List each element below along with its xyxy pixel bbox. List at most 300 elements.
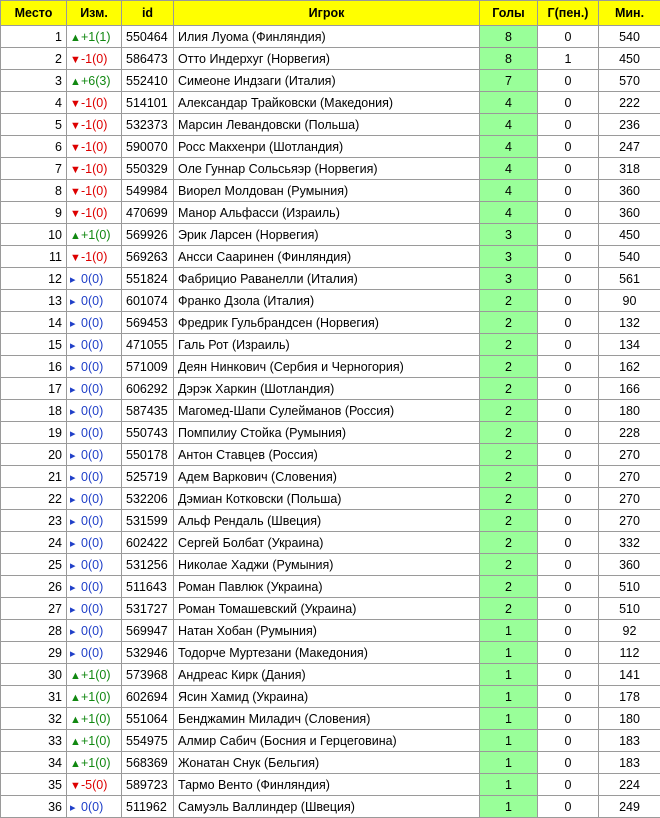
cell-penalty-goals[interactable]: 0 xyxy=(538,334,599,356)
cell-penalty-goals[interactable]: 0 xyxy=(538,202,599,224)
cell-player[interactable]: Илия Луома (Финляндия) xyxy=(174,26,480,48)
table-row[interactable] xyxy=(1,268,660,290)
cell-penalty-goals[interactable]: 0 xyxy=(538,378,599,400)
header-minutes[interactable]: Мин. xyxy=(599,1,660,26)
cell-place[interactable]: 7 xyxy=(1,158,67,180)
cell-goals[interactable]: 1 xyxy=(480,708,538,730)
cell-id[interactable]: 602694 xyxy=(122,686,174,708)
cell-change[interactable] xyxy=(67,268,122,290)
cell-penalty-goals[interactable]: 0 xyxy=(538,114,599,136)
cell-place[interactable]: 28 xyxy=(1,620,67,642)
cell-id[interactable]: 601074 xyxy=(122,290,174,312)
cell-place[interactable]: 2 xyxy=(1,48,67,70)
table-row[interactable] xyxy=(1,510,660,532)
cell-place[interactable]: 8 xyxy=(1,180,67,202)
cell-minutes[interactable]: 180 xyxy=(599,400,660,422)
cell-place[interactable]: 26 xyxy=(1,576,67,598)
cell-id[interactable]: 587435 xyxy=(122,400,174,422)
cell-player[interactable]: Росс Макхенри (Шотландия) xyxy=(174,136,480,158)
cell-penalty-goals[interactable]: 0 xyxy=(538,532,599,554)
cell-goals[interactable]: 2 xyxy=(480,554,538,576)
cell-player[interactable]: Алмир Сабич (Босния и Герцеговина) xyxy=(174,730,480,752)
cell-penalty-goals[interactable]: 0 xyxy=(538,686,599,708)
cell-change[interactable] xyxy=(67,26,122,48)
cell-id[interactable]: 531256 xyxy=(122,554,174,576)
cell-player[interactable]: Виорел Молдован (Румыния) xyxy=(174,180,480,202)
cell-place[interactable]: 9 xyxy=(1,202,67,224)
cell-minutes[interactable]: 510 xyxy=(599,598,660,620)
cell-change[interactable] xyxy=(67,224,122,246)
cell-place[interactable]: 29 xyxy=(1,642,67,664)
header-place[interactable]: Место xyxy=(1,1,67,26)
cell-penalty-goals[interactable]: 0 xyxy=(538,290,599,312)
cell-penalty-goals[interactable]: 0 xyxy=(538,730,599,752)
cell-player[interactable]: Адем Варкович (Словения) xyxy=(174,466,480,488)
cell-change[interactable] xyxy=(67,70,122,92)
table-row[interactable] xyxy=(1,686,660,708)
cell-goals[interactable]: 4 xyxy=(480,158,538,180)
header-id[interactable]: id xyxy=(122,1,174,26)
cell-place[interactable]: 19 xyxy=(1,422,67,444)
cell-player[interactable]: Андреас Кирк (Дания) xyxy=(174,664,480,686)
table-row[interactable] xyxy=(1,730,660,752)
cell-penalty-goals[interactable]: 0 xyxy=(538,224,599,246)
cell-id[interactable]: 606292 xyxy=(122,378,174,400)
cell-goals[interactable]: 4 xyxy=(480,202,538,224)
header-penalty-goals[interactable]: Г(пен.) xyxy=(538,1,599,26)
cell-minutes[interactable]: 450 xyxy=(599,224,660,246)
cell-id[interactable]: 531599 xyxy=(122,510,174,532)
cell-goals[interactable]: 2 xyxy=(480,400,538,422)
cell-minutes[interactable]: 318 xyxy=(599,158,660,180)
cell-place[interactable]: 12 xyxy=(1,268,67,290)
cell-goals[interactable]: 1 xyxy=(480,642,538,664)
cell-id[interactable]: 586473 xyxy=(122,48,174,70)
cell-place[interactable]: 25 xyxy=(1,554,67,576)
cell-penalty-goals[interactable]: 1 xyxy=(538,48,599,70)
cell-goals[interactable]: 4 xyxy=(480,92,538,114)
cell-goals[interactable]: 2 xyxy=(480,356,538,378)
cell-change[interactable] xyxy=(67,620,122,642)
cell-change[interactable] xyxy=(67,466,122,488)
cell-change[interactable] xyxy=(67,598,122,620)
header-goals[interactable]: Голы xyxy=(480,1,538,26)
cell-change[interactable] xyxy=(67,422,122,444)
cell-place[interactable]: 30 xyxy=(1,664,67,686)
table-row[interactable] xyxy=(1,290,660,312)
cell-goals[interactable]: 1 xyxy=(480,730,538,752)
cell-id[interactable]: 569453 xyxy=(122,312,174,334)
table-row[interactable] xyxy=(1,708,660,730)
cell-change[interactable] xyxy=(67,136,122,158)
cell-player[interactable]: Антон Ставцев (Россия) xyxy=(174,444,480,466)
cell-place[interactable]: 27 xyxy=(1,598,67,620)
cell-player[interactable]: Дэмиан Котковски (Польша) xyxy=(174,488,480,510)
cell-minutes[interactable]: 166 xyxy=(599,378,660,400)
cell-minutes[interactable]: 92 xyxy=(599,620,660,642)
cell-goals[interactable]: 2 xyxy=(480,510,538,532)
cell-player[interactable]: Фредрик Гульбрандсен (Норвегия) xyxy=(174,312,480,334)
cell-place[interactable]: 17 xyxy=(1,378,67,400)
table-row[interactable] xyxy=(1,444,660,466)
cell-goals[interactable]: 2 xyxy=(480,598,538,620)
cell-place[interactable]: 4 xyxy=(1,92,67,114)
header-player[interactable]: Игрок xyxy=(174,1,480,26)
cell-place[interactable]: 20 xyxy=(1,444,67,466)
cell-change[interactable] xyxy=(67,796,122,818)
cell-minutes[interactable]: 141 xyxy=(599,664,660,686)
cell-player[interactable]: Бенджамин Миладич (Словения) xyxy=(174,708,480,730)
cell-player[interactable]: Альф Рендаль (Швеция) xyxy=(174,510,480,532)
table-row[interactable] xyxy=(1,334,660,356)
cell-penalty-goals[interactable]: 0 xyxy=(538,752,599,774)
cell-id[interactable]: 589723 xyxy=(122,774,174,796)
cell-change[interactable] xyxy=(67,752,122,774)
table-row[interactable] xyxy=(1,488,660,510)
cell-id[interactable]: 532373 xyxy=(122,114,174,136)
cell-id[interactable]: 568369 xyxy=(122,752,174,774)
cell-place[interactable]: 13 xyxy=(1,290,67,312)
cell-goals[interactable]: 3 xyxy=(480,224,538,246)
cell-change[interactable] xyxy=(67,114,122,136)
cell-penalty-goals[interactable]: 0 xyxy=(538,708,599,730)
cell-penalty-goals[interactable]: 0 xyxy=(538,488,599,510)
cell-goals[interactable]: 2 xyxy=(480,444,538,466)
cell-penalty-goals[interactable]: 0 xyxy=(538,444,599,466)
cell-player[interactable]: Роман Томашевский (Украина) xyxy=(174,598,480,620)
cell-goals[interactable]: 1 xyxy=(480,752,538,774)
cell-change[interactable] xyxy=(67,92,122,114)
cell-minutes[interactable]: 360 xyxy=(599,202,660,224)
cell-minutes[interactable]: 360 xyxy=(599,554,660,576)
cell-player[interactable]: Самуэль Валлиндер (Швеция) xyxy=(174,796,480,818)
cell-minutes[interactable]: 570 xyxy=(599,70,660,92)
cell-goals[interactable]: 1 xyxy=(480,664,538,686)
cell-change[interactable] xyxy=(67,774,122,796)
cell-player[interactable]: Жонатан Снук (Бельгия) xyxy=(174,752,480,774)
cell-id[interactable]: 551824 xyxy=(122,268,174,290)
table-row[interactable] xyxy=(1,378,660,400)
cell-change[interactable] xyxy=(67,202,122,224)
cell-change[interactable] xyxy=(67,554,122,576)
cell-penalty-goals[interactable]: 0 xyxy=(538,312,599,334)
cell-minutes[interactable]: 270 xyxy=(599,444,660,466)
cell-minutes[interactable]: 228 xyxy=(599,422,660,444)
cell-change[interactable] xyxy=(67,576,122,598)
cell-id[interactable]: 571009 xyxy=(122,356,174,378)
cell-goals[interactable]: 4 xyxy=(480,180,538,202)
cell-player[interactable]: Роман Павлюк (Украина) xyxy=(174,576,480,598)
cell-penalty-goals[interactable]: 0 xyxy=(538,510,599,532)
cell-minutes[interactable]: 132 xyxy=(599,312,660,334)
table-row[interactable] xyxy=(1,246,660,268)
cell-id[interactable]: 511643 xyxy=(122,576,174,598)
cell-minutes[interactable]: 510 xyxy=(599,576,660,598)
table-row[interactable] xyxy=(1,114,660,136)
cell-minutes[interactable]: 270 xyxy=(599,488,660,510)
change-value: 0(0) xyxy=(81,360,103,374)
table-row[interactable] xyxy=(1,312,660,334)
cell-player[interactable]: Деян Нинкович (Сербия и Черногория) xyxy=(174,356,480,378)
cell-player[interactable]: Дэрэк Харкин (Шотландия) xyxy=(174,378,480,400)
cell-goals[interactable]: 2 xyxy=(480,334,538,356)
cell-change[interactable] xyxy=(67,664,122,686)
cell-change[interactable] xyxy=(67,378,122,400)
cell-place[interactable]: 32 xyxy=(1,708,67,730)
cell-player[interactable]: Галь Рот (Израиль) xyxy=(174,334,480,356)
cell-minutes[interactable]: 249 xyxy=(599,796,660,818)
cell-change[interactable] xyxy=(67,532,122,554)
cell-penalty-goals[interactable]: 0 xyxy=(538,796,599,818)
cell-change[interactable] xyxy=(67,730,122,752)
arrow-right-icon: ▸ xyxy=(70,361,81,374)
table-row[interactable] xyxy=(1,554,660,576)
cell-id[interactable]: 514101 xyxy=(122,92,174,114)
cell-place[interactable]: 10 xyxy=(1,224,67,246)
cell-goals[interactable]: 2 xyxy=(480,488,538,510)
cell-id[interactable]: 551064 xyxy=(122,708,174,730)
cell-id[interactable]: 569263 xyxy=(122,246,174,268)
cell-id[interactable]: 550464 xyxy=(122,26,174,48)
cell-minutes[interactable]: 360 xyxy=(599,180,660,202)
table-row[interactable] xyxy=(1,532,660,554)
cell-id[interactable]: 471055 xyxy=(122,334,174,356)
cell-minutes[interactable]: 561 xyxy=(599,268,660,290)
cell-player[interactable]: Николае Хаджи (Румыния) xyxy=(174,554,480,576)
cell-id[interactable]: 602422 xyxy=(122,532,174,554)
cell-id[interactable]: 532946 xyxy=(122,642,174,664)
cell-id[interactable]: 569926 xyxy=(122,224,174,246)
cell-change[interactable] xyxy=(67,444,122,466)
cell-goals[interactable]: 2 xyxy=(480,378,538,400)
cell-change[interactable] xyxy=(67,246,122,268)
cell-minutes[interactable]: 178 xyxy=(599,686,660,708)
cell-goals[interactable]: 3 xyxy=(480,246,538,268)
cell-minutes[interactable]: 270 xyxy=(599,466,660,488)
cell-change[interactable] xyxy=(67,158,122,180)
table-row[interactable] xyxy=(1,796,660,818)
cell-place[interactable]: 6 xyxy=(1,136,67,158)
table-row[interactable] xyxy=(1,224,660,246)
cell-place[interactable]: 5 xyxy=(1,114,67,136)
cell-player[interactable]: Тодорче Муртезани (Македония) xyxy=(174,642,480,664)
cell-goals[interactable]: 1 xyxy=(480,686,538,708)
cell-change[interactable] xyxy=(67,334,122,356)
cell-place[interactable]: 1 xyxy=(1,26,67,48)
cell-minutes[interactable]: 540 xyxy=(599,26,660,48)
cell-change[interactable] xyxy=(67,642,122,664)
cell-place[interactable]: 11 xyxy=(1,246,67,268)
cell-goals[interactable]: 4 xyxy=(480,136,538,158)
cell-minutes[interactable]: 222 xyxy=(599,92,660,114)
cell-place[interactable]: 14 xyxy=(1,312,67,334)
cell-place[interactable]: 15 xyxy=(1,334,67,356)
cell-penalty-goals[interactable]: 0 xyxy=(538,70,599,92)
cell-id[interactable]: 511962 xyxy=(122,796,174,818)
cell-id[interactable]: 550743 xyxy=(122,422,174,444)
cell-minutes[interactable]: 247 xyxy=(599,136,660,158)
cell-place[interactable]: 21 xyxy=(1,466,67,488)
cell-penalty-goals[interactable]: 0 xyxy=(538,642,599,664)
cell-penalty-goals[interactable]: 0 xyxy=(538,576,599,598)
cell-penalty-goals[interactable]: 0 xyxy=(538,356,599,378)
cell-penalty-goals[interactable]: 0 xyxy=(538,598,599,620)
table-row[interactable] xyxy=(1,26,660,48)
cell-change[interactable] xyxy=(67,400,122,422)
cell-place[interactable]: 18 xyxy=(1,400,67,422)
cell-change[interactable] xyxy=(67,356,122,378)
cell-change[interactable] xyxy=(67,290,122,312)
cell-goals[interactable]: 2 xyxy=(480,422,538,444)
cell-penalty-goals[interactable]: 0 xyxy=(538,620,599,642)
cell-minutes[interactable]: 112 xyxy=(599,642,660,664)
cell-place[interactable]: 3 xyxy=(1,70,67,92)
cell-id[interactable]: 569947 xyxy=(122,620,174,642)
cell-minutes[interactable]: 236 xyxy=(599,114,660,136)
cell-player[interactable]: Помпилиу Стойка (Румыния) xyxy=(174,422,480,444)
cell-goals[interactable]: 8 xyxy=(480,48,538,70)
arrow-right-icon: ▸ xyxy=(70,493,81,506)
cell-player[interactable]: Марсин Левандовски (Польша) xyxy=(174,114,480,136)
table-row[interactable] xyxy=(1,576,660,598)
table-row[interactable] xyxy=(1,202,660,224)
cell-goals[interactable]: 2 xyxy=(480,466,538,488)
cell-penalty-goals[interactable]: 0 xyxy=(538,92,599,114)
table-row[interactable] xyxy=(1,642,660,664)
cell-player[interactable]: Магомед-Шапи Сулейманов (Россия) xyxy=(174,400,480,422)
cell-player[interactable]: Александар Трайковски (Македония) xyxy=(174,92,480,114)
cell-change[interactable] xyxy=(67,488,122,510)
cell-minutes[interactable]: 450 xyxy=(599,48,660,70)
cell-place[interactable]: 23 xyxy=(1,510,67,532)
cell-player[interactable]: Сергей Болбат (Украина) xyxy=(174,532,480,554)
cell-place[interactable]: 22 xyxy=(1,488,67,510)
cell-place[interactable]: 35 xyxy=(1,774,67,796)
cell-id[interactable]: 590070 xyxy=(122,136,174,158)
cell-penalty-goals[interactable]: 0 xyxy=(538,158,599,180)
cell-penalty-goals[interactable]: 0 xyxy=(538,136,599,158)
table-row[interactable] xyxy=(1,774,660,796)
cell-change[interactable] xyxy=(67,686,122,708)
cell-player[interactable]: Манор Альфасси (Израиль) xyxy=(174,202,480,224)
cell-penalty-goals[interactable]: 0 xyxy=(538,268,599,290)
cell-minutes[interactable]: 134 xyxy=(599,334,660,356)
table-row[interactable] xyxy=(1,598,660,620)
cell-penalty-goals[interactable]: 0 xyxy=(538,422,599,444)
cell-minutes[interactable]: 224 xyxy=(599,774,660,796)
change-value: -1(0) xyxy=(81,96,107,110)
cell-goals[interactable]: 1 xyxy=(480,774,538,796)
cell-player[interactable]: Ансси Сааринен (Финляндия) xyxy=(174,246,480,268)
cell-goals[interactable]: 4 xyxy=(480,114,538,136)
cell-id[interactable]: 532206 xyxy=(122,488,174,510)
cell-id[interactable]: 552410 xyxy=(122,70,174,92)
cell-minutes[interactable]: 162 xyxy=(599,356,660,378)
cell-change[interactable] xyxy=(67,708,122,730)
cell-minutes[interactable]: 90 xyxy=(599,290,660,312)
table-row[interactable] xyxy=(1,48,660,70)
header-change[interactable]: Изм. xyxy=(67,1,122,26)
cell-id[interactable]: 550329 xyxy=(122,158,174,180)
cell-penalty-goals[interactable]: 0 xyxy=(538,246,599,268)
cell-place[interactable]: 34 xyxy=(1,752,67,774)
cell-id[interactable]: 550178 xyxy=(122,444,174,466)
cell-penalty-goals[interactable]: 0 xyxy=(538,180,599,202)
cell-change[interactable] xyxy=(67,510,122,532)
cell-id[interactable]: 525719 xyxy=(122,466,174,488)
cell-player[interactable]: Эрик Ларсен (Норвегия) xyxy=(174,224,480,246)
table-row[interactable] xyxy=(1,356,660,378)
cell-penalty-goals[interactable]: 0 xyxy=(538,774,599,796)
cell-goals[interactable]: 2 xyxy=(480,312,538,334)
cell-player[interactable]: Ясин Хамид (Украина) xyxy=(174,686,480,708)
table-row[interactable] xyxy=(1,400,660,422)
cell-id[interactable]: 554975 xyxy=(122,730,174,752)
cell-change[interactable] xyxy=(67,180,122,202)
table-row[interactable] xyxy=(1,422,660,444)
cell-place[interactable]: 33 xyxy=(1,730,67,752)
cell-player[interactable]: Фабрицио Раванелли (Италия) xyxy=(174,268,480,290)
cell-goals[interactable]: 2 xyxy=(480,576,538,598)
cell-player[interactable]: Симеоне Индзаги (Италия) xyxy=(174,70,480,92)
cell-penalty-goals[interactable]: 0 xyxy=(538,554,599,576)
cell-penalty-goals[interactable]: 0 xyxy=(538,26,599,48)
table-row[interactable] xyxy=(1,752,660,774)
cell-minutes[interactable]: 180 xyxy=(599,708,660,730)
change-value: +1(0) xyxy=(81,668,111,682)
table-row[interactable] xyxy=(1,466,660,488)
cell-id[interactable]: 549984 xyxy=(122,180,174,202)
cell-penalty-goals[interactable]: 0 xyxy=(538,400,599,422)
cell-goals[interactable]: 2 xyxy=(480,290,538,312)
cell-place[interactable]: 31 xyxy=(1,686,67,708)
cell-goals[interactable]: 1 xyxy=(480,620,538,642)
cell-goals[interactable]: 3 xyxy=(480,268,538,290)
cell-player[interactable]: Оле Гуннар Сольсьяэр (Норвегия) xyxy=(174,158,480,180)
cell-change[interactable] xyxy=(67,48,122,70)
table-row[interactable] xyxy=(1,70,660,92)
cell-player[interactable]: Франко Дзола (Италия) xyxy=(174,290,480,312)
cell-id[interactable]: 470699 xyxy=(122,202,174,224)
cell-penalty-goals[interactable]: 0 xyxy=(538,664,599,686)
cell-place[interactable]: 24 xyxy=(1,532,67,554)
table-row[interactable] xyxy=(1,664,660,686)
cell-id[interactable]: 531727 xyxy=(122,598,174,620)
cell-goals[interactable]: 1 xyxy=(480,796,538,818)
cell-player[interactable]: Тармо Венто (Финляндия) xyxy=(174,774,480,796)
cell-minutes[interactable]: 332 xyxy=(599,532,660,554)
cell-place[interactable]: 36 xyxy=(1,796,67,818)
cell-player[interactable]: Отто Индерхуг (Норвегия) xyxy=(174,48,480,70)
cell-goals[interactable]: 7 xyxy=(480,70,538,92)
cell-place[interactable]: 16 xyxy=(1,356,67,378)
cell-minutes[interactable]: 540 xyxy=(599,246,660,268)
cell-goals[interactable]: 8 xyxy=(480,26,538,48)
table-row[interactable] xyxy=(1,158,660,180)
table-row[interactable] xyxy=(1,180,660,202)
cell-penalty-goals[interactable]: 0 xyxy=(538,466,599,488)
cell-change[interactable] xyxy=(67,312,122,334)
cell-id[interactable]: 573968 xyxy=(122,664,174,686)
table-row[interactable] xyxy=(1,136,660,158)
cell-player[interactable]: Натан Хобан (Румыния) xyxy=(174,620,480,642)
table-row[interactable] xyxy=(1,92,660,114)
table-row[interactable] xyxy=(1,620,660,642)
cell-minutes[interactable]: 270 xyxy=(599,510,660,532)
cell-minutes[interactable]: 183 xyxy=(599,730,660,752)
cell-minutes[interactable]: 183 xyxy=(599,752,660,774)
cell-goals[interactable]: 2 xyxy=(480,532,538,554)
